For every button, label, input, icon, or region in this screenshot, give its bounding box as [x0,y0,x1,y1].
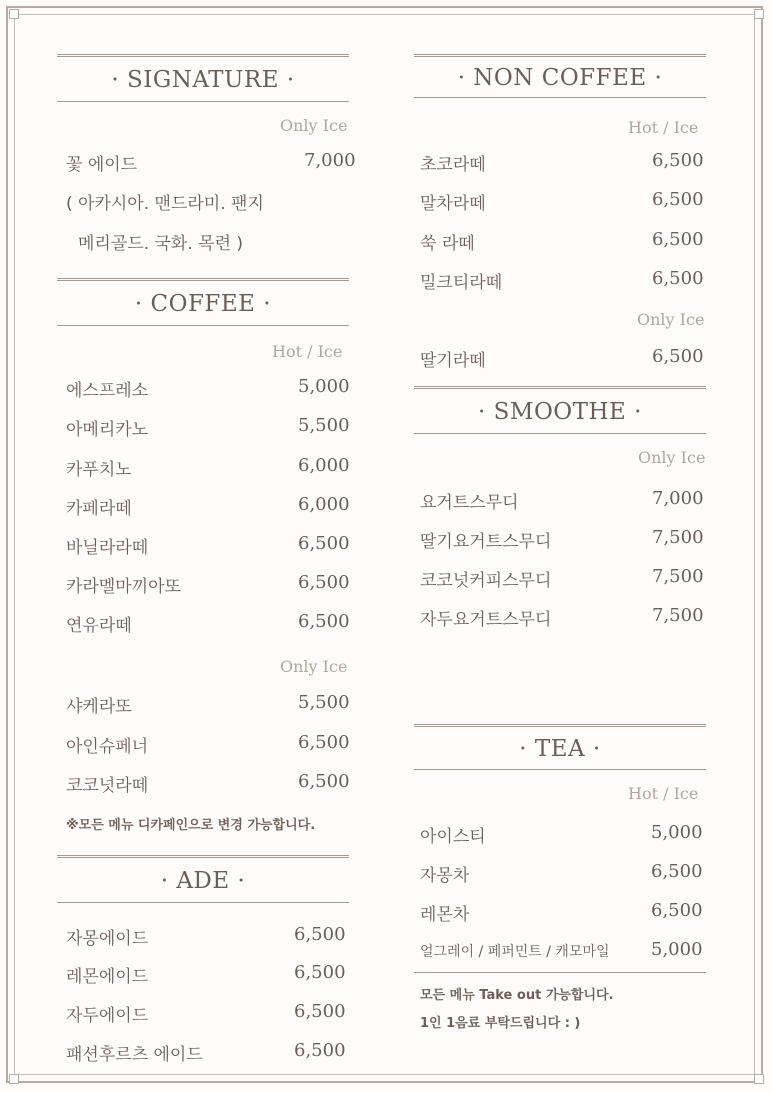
divider [414,972,706,973]
item-name: 레몬차 [420,905,470,925]
item-price: 6,500 [298,611,350,632]
item-price: 6,500 [294,924,346,945]
item-description: ( 아카시아. 맨드라미. 팬지 [66,194,264,214]
item-name: 바닐라라떼 [66,538,149,558]
item-name: 패션후르츠 에이드 [66,1045,203,1065]
temp-label: Only Ice [280,116,348,135]
item-price: 7,500 [652,605,704,626]
corner-ornament [754,1074,764,1084]
item-price: 5,500 [298,415,350,436]
decaf-note: ※모든 메뉴 디카페인으로 변경 가능합니다. [66,818,316,833]
order-policy-note: 1인 1음료 부탁드립니다 : ) [420,1016,581,1031]
item-price: 6,500 [652,229,704,250]
item-name: 연유라떼 [66,616,132,636]
item-price: 6,000 [298,455,350,476]
item-price: 6,500 [298,732,350,753]
item-name: 딸기라떼 [420,351,486,371]
temp-label: Hot / Ice [628,118,699,137]
item-name: 카푸치노 [66,460,132,480]
corner-ornament [9,9,19,19]
temp-label: Only Ice [637,310,705,329]
item-name: 아이스티 [420,827,486,847]
item-name: 쑥 라떼 [420,234,475,254]
item-price: 5,000 [651,939,703,960]
item-name: 아인슈페너 [66,737,149,757]
item-price: 5,000 [298,376,350,397]
item-name: 아메리카노 [66,420,149,440]
item-name: 자두에이드 [66,1006,149,1026]
temp-label: Only Ice [638,448,706,467]
item-price: 6,500 [652,189,704,210]
section-title-smoothe: · SMOOTHE · [414,386,706,434]
item-price: 6,500 [298,572,350,593]
item-price: 6,500 [652,346,704,367]
item-name: 자두요거트스무디 [420,610,552,630]
item-name: 꽃 에이드 [66,155,138,175]
temp-label: Only Ice [280,657,348,676]
corner-ornament [9,1074,19,1084]
section-title-ade: · ADE · [57,855,349,903]
item-price: 6,500 [651,861,703,882]
temp-label: Hot / Ice [628,784,699,803]
item-price: 5,500 [298,692,350,713]
item-price: 6,500 [652,150,704,171]
item-price: 6,500 [298,771,350,792]
item-name: 요거트스무디 [420,493,519,513]
item-name: 레몬에이드 [66,967,149,987]
item-name: 코코넛커피스무디 [420,571,552,591]
item-price: 5,000 [651,822,703,843]
item-name: 밀크티라떼 [420,273,503,293]
item-price: 7,000 [304,150,356,171]
item-price: 6,000 [298,494,350,515]
item-price: 7,000 [652,488,704,509]
item-name: 초코라떼 [420,155,486,175]
takeout-note: 모든 메뉴 Take out 가능합니다. [420,988,614,1003]
section-title-coffee: · COFFEE · [57,278,349,326]
item-price: 6,500 [294,1001,346,1022]
item-name: 말차라떼 [420,194,486,214]
item-name: 자몽에이드 [66,929,149,949]
item-price: 6,500 [294,962,346,983]
corner-ornament [754,9,764,19]
section-title-tea: · TEA · [414,724,706,770]
item-price: 6,500 [298,533,350,554]
item-description: 메리골드. 국화. 목련 ) [78,234,244,254]
item-name: 얼그레이 / 페퍼민트 / 캐모마일 [420,944,610,960]
section-title-non-coffee: · NON COFFEE · [414,54,706,98]
item-name: 카페라떼 [66,499,132,519]
item-name: 카라멜마끼아또 [66,577,181,597]
item-price: 6,500 [651,900,703,921]
item-name: 딸기요거트스무디 [420,532,552,552]
item-name: 자몽차 [420,866,470,886]
section-title-signature: · SIGNATURE · [57,54,349,102]
item-price: 6,500 [294,1040,346,1061]
item-name: 에스프레소 [66,381,149,401]
temp-label: Hot / Ice [272,342,343,361]
item-name: 코코넛라떼 [66,776,149,796]
item-price: 6,500 [652,268,704,289]
item-price: 7,500 [652,566,704,587]
item-name: 샤케라또 [66,697,132,717]
item-price: 7,500 [652,527,704,548]
